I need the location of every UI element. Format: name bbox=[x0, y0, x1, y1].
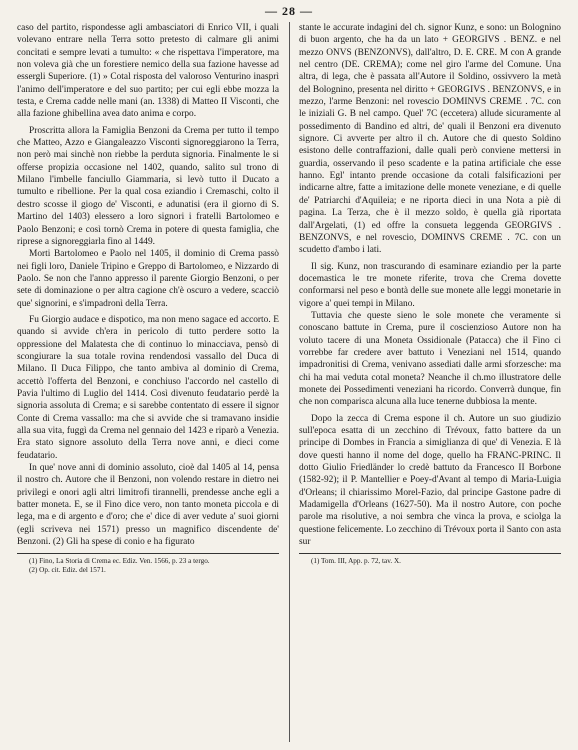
right-column bbox=[299, 22, 561, 566]
paragraph: stante le accurate indagini del ch. signor Kunz, e sono: un Bolognino di buon argento, che ha da un lato + GEORGIVS . BENZ. e nel mezzo ONVS (BENZONVS), dall'altro, D. E. CRE. M con A grande nel centro (DE. CREMA); come nel giro l'arme del Comune. Una altra, di lega, che è passata all'Autore il Soldino, ossivvero la metà del Bolognino, presenta nel diritto + GEORGIVS . BENZONVS, e in mezzo, l'arme Benzoni: nel rovescio DOMINVS CREME . 7C. con le iniziali G. B nel campo. Quel' 7C (eccetera) allude sicuramente al possedimento di Bandino ed altri, de' quali il Benzoni era divenuto signore. Ci avverte per altro il ch. Autore che di questo Soldino esistono delle contraffazioni, dalle quali però conviene mettersi in guardia, osservando il peso scadente e la patina artificiale che esse hanno. Egl' intanto prende occasione da cotali falsificazioni per indicarne altre, fatte a imitazione delle monete veneziane, e di quelle de' Patriarchi d'Aquileia; e ne riporta dieci in una Nota a piè di pagina. La Terza, che è il mezzo soldo, è quella già riportata dall'Argelati, (1) ed offre la consueta leggenda GEORGIVS . BENZONVS, e nel rovescio, DOMINVS CREME . 7C. con un scudetto d'ambo i lati. bbox=[299, 23, 561, 256]
footnote-rule bbox=[17, 553, 279, 554]
paragraph: caso del partito, rispondesse agli ambasciatori di Enrico VII, i quali volevano entrare nella Terra sotto pretesto di calmare gli animi concitati e sempre levati a tumulto: « che rispettava l'imperatore, ma non voleva già che un forestiere nemico della sua fazione havesse ad essergli Superiore. (1) » Cotal risposta del valoroso Venturino inasprì l'animo dell'imperatore e del suo partito; per cui egli ebbe mozza la testa, e Crema cadde nelle mani (an. 1338) di Matteo II Visconti, che alla fazione ghibellina avea dato anima e corpo. bbox=[17, 23, 279, 120]
page-number: — 28 — bbox=[265, 4, 313, 18]
paragraph: Morti Bartolomeo e Paolo nel 1405, il dominio di Crema passò nei figli loro, Daniele Tripino e Greppo di Bartolomeo, e Nizzardo di Paolo. Se non che l'anno appresso il parente Giorgio Benzoni, o per sete di dominazione o per altra cagione ch'è oscuro a vedere, scacciò que' signorini, e s'impadronì della Terra. bbox=[17, 249, 279, 309]
column-divider bbox=[289, 22, 290, 742]
paragraph: Fu Giorgio audace e dispotico, ma non meno sagace ed accorto. E quando si avvide ch'era in pericolo di tutto perdere sotto la oppressione del Malatesta che di continuo lo minacciava, pensò di scongiurare la sua totale rovina rendendosi vassallo del Duca di Milano. Il Duca Filippo, che tanto ambiva al dominio di Crema, accettò l'offerta del Benzoni, e conchiuso l'accordo nel castello di Pavia l'ultimo di Luglio del 1414. Così divenuto feudatario perdè la signoria assoluta di Crema; e si sarebbe contentato di essere il signor Conte di Crema vassallo: ma che si avvide che si tramavano insidie alla sua vita, fuggì da Crema nel gennaio del 1423 e riparò a Venezia. Era stato signore assoluto della Terra nove anni, e dieci come feudatario. bbox=[17, 314, 279, 461]
paragraph: Il sig. Kunz, non trascurando di esaminare eziandio per la parte docemastica le tre monete riferite, trova che Crema dovette conformarsi nel peso e bontà delle sue monete alle leggi monetarie in vigore a' quei tempi in Milano. bbox=[299, 261, 561, 309]
footnote: (1) Tom. III, App. p. 72, tav. X. bbox=[311, 557, 401, 566]
paragraph: In que' nove anni di dominio assoluto, cioè dal 1405 al 14, pensa il nostro ch. Autore che il Benzoni, non volendo restare in dietro nei privilegi e onori agli altri limitrofi tirannelli, prendesse anche egli a batter moneta. E, se il Fino dice vero, non tanto moneta piccola e di lega, ma e di argento e d'oro; che e' dice di aver vedute a' suoi giorni (egli scriveva nei 1571) presso un magnifico discendente de' Benzoni. (2) Gli ha spese di conio e ha figurato bbox=[17, 463, 279, 548]
footnote: (2) Op. cit. Ediz. del 1571. bbox=[29, 566, 106, 575]
paragraph: Dopo la zecca di Crema espone il ch. Autore un suo giudizio sull'epoca esatta di un zecchino di Trévoux, fatto battere da un principe di Dombes in Francia a simiglianza di que' di Venezia. E là dove questi hanno il nome del doge, quello ha FRANC-PRINC. Il dotto Giulio Friedländer lo credè battuto da Francesco II Borbone (1582-92); il P. Mantellier e Poey-d'Avant al tempo di Maria-Luigia d'Orleans; il chiarissimo Morel-Fazio, dal principe Gastone padre di Madamigella d'Orleans (1627-50). Ma il nostro Autore, con poche parole ma risolutive, a noi sembra che vinca la prova, e sciolga la questione felicemente. Lo zecchino di Trévoux porta il Santo con asta sur bbox=[299, 413, 561, 548]
paragraph: Proscritta allora la Famiglia Benzoni da Crema per tutto il tempo che Matteo, Azzo e Giangaleazzo Visconti signoreggiarono la Terra, non però mai sinchè non riebbe la perduta signoria. Finalmente le si offerse propizia occasione nel 1402, quando, salito sul trono di Milano l'imbelle fanciullo Giammaria, si levò tutto il Ducato a tumulto e ribellione. Per la qual cosa eziandio i Cremaschi, colto il destro scosse il giogo de' Visconti, e adunatisi (era il giorno di S. Martino del 1403) elessero a loro signori i fratelli Bartolomeo e Paolo Benzoni; e così tornò Crema in potere di questa famiglia, che riprese a signoreggiarla fino al 1449. bbox=[17, 125, 279, 247]
footnote-rule bbox=[299, 553, 561, 554]
footnote: (1) Fino, La Storia di Crema ec. Ediz. Ven. 1566, p. 23 a tergo. bbox=[29, 557, 210, 566]
left-column bbox=[17, 22, 279, 575]
paragraph: Tuttavia che queste sieno le sole monete che veramente si conoscano battute in Crema, pure il coscienzioso Autore non ha voluto tacere di una Moneta Ossidionale (Patacca) che il Fino ci vorrebbe far credere aver battuto i Veneziani nel 1514, quando impadronitisi di Crema, venivano assediati dalle armi sforzesche: ma chi ha mai veduta cotal moneta? Neanche il ch.mo illustratore delle monete dei Possedimenti veneziani ha ricordo. Converrà dunque, fin che non comparisca alcuna alla luce tenerne dubbiosa la mente. bbox=[299, 310, 561, 408]
